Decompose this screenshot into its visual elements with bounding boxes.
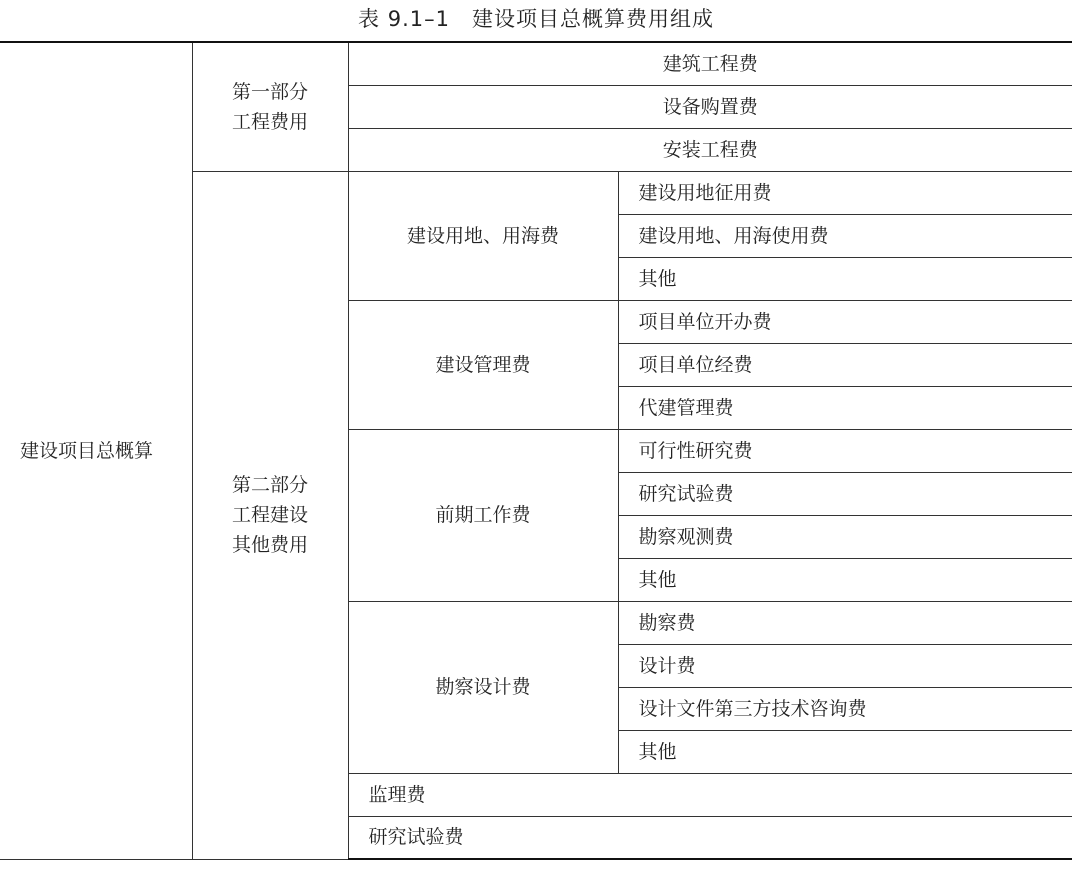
part1-label-line: 工程费用	[231, 110, 308, 133]
table-title: 表 9.1–1 建设项目总概算费用组成	[358, 7, 714, 31]
group-name: 建设用地、用海费	[348, 171, 618, 300]
group-item: 其他	[618, 558, 1072, 601]
group-item: 建设用地征用费	[618, 171, 1072, 214]
table-row	[0, 42, 1072, 85]
cost-composition-table	[0, 41, 1072, 860]
group-item: 可行性研究费	[618, 429, 1072, 472]
part1-label-line: 第一部分	[231, 80, 308, 103]
group-item: 勘察费	[618, 601, 1072, 644]
group-item: 勘察观测费	[618, 515, 1072, 558]
group-item: 建设用地、用海使用费	[618, 214, 1072, 257]
group-name: 前期工作费	[348, 429, 618, 601]
part2-label	[192, 171, 348, 859]
part2-label-line: 工程建设	[231, 504, 308, 526]
group-name: 建设管理费	[348, 300, 618, 429]
part2-label-line: 其他费用	[231, 534, 308, 556]
group-item: 设计文件第三方技术咨询费	[618, 687, 1072, 730]
group-item: 研究试验费	[618, 472, 1072, 515]
group-item: 代建管理费	[618, 386, 1072, 429]
group-item: 设计费	[618, 644, 1072, 687]
group-item: 其他	[618, 257, 1072, 300]
part1-item: 建筑工程费	[348, 42, 1072, 85]
part1-item: 设备购置费	[348, 85, 1072, 128]
group-item: 其他	[618, 730, 1072, 773]
part1-item: 安装工程费	[348, 128, 1072, 171]
group-name: 勘察设计费	[348, 601, 618, 773]
single-item: 研究试验费	[348, 816, 1072, 859]
single-item: 监理费	[348, 773, 1072, 816]
part2-label-line: 第二部分	[231, 474, 308, 496]
group-item: 项目单位开办费	[618, 300, 1072, 343]
group-item: 项目单位经费	[618, 343, 1072, 386]
root-cell: 建设项目总概算	[0, 42, 192, 859]
part1-label	[192, 42, 348, 171]
